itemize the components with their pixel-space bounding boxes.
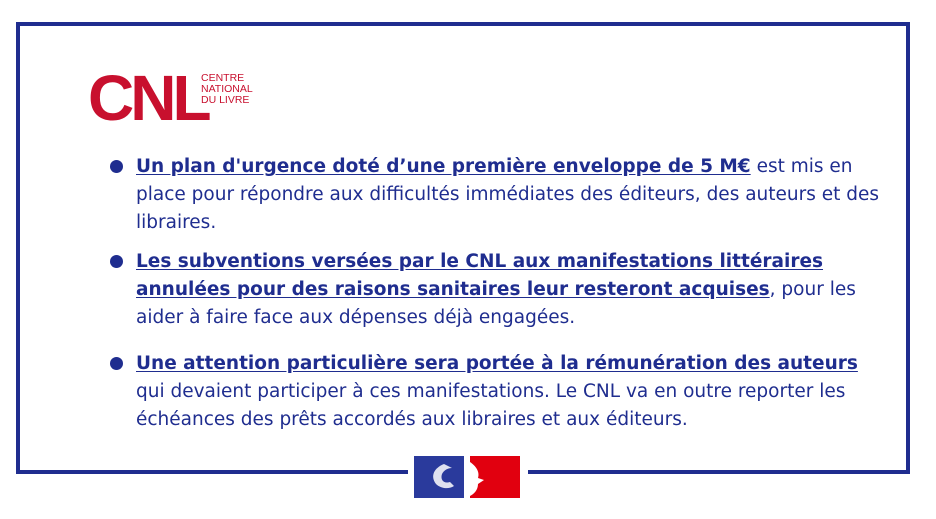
- cnl-logo-subtitle-line: DU LIVRE: [201, 94, 250, 106]
- cnl-logo-subtitle-line: CENTRE: [201, 72, 245, 84]
- bullet-text: [136, 153, 886, 237]
- bullet-highlight: Les subventions versées par le CNL aux manifestations littéraires annulées pour des raisons sanitaires leur resteront acquises: [136, 251, 824, 300]
- bullet-text: [136, 350, 886, 434]
- bullet-highlight: Une attention particulière sera portée à la rémunération des auteurs: [136, 353, 858, 374]
- cnl-logo-subtitle: [201, 73, 253, 106]
- bullet-body: , pour les aider à faire face aux dépenses déjà engagées.: [136, 279, 856, 328]
- bullet-body: est mis en place pour répondre aux difficultés immédiates des éditeurs, des auteurs et des libraires.: [136, 156, 880, 233]
- bullet-body: qui devaient participer à ces manifestations. Le CNL va en outre reporter les échéances des prêts accordés aux libraires et aux éditeurs.: [136, 381, 846, 430]
- bullet-highlight: Un plan d'urgence doté d’une première enveloppe de 5 M€: [136, 156, 751, 177]
- bullet-dot-icon: [110, 255, 123, 268]
- bullet-dot-icon: [110, 357, 123, 370]
- cnl-logo-subtitle-line: NATIONAL: [201, 83, 253, 95]
- bullet-text: [136, 248, 886, 332]
- cnl-logo-mark: CNL: [88, 62, 208, 134]
- bullet-dot-icon: [110, 160, 123, 173]
- marianne-flag-icon: [414, 456, 520, 498]
